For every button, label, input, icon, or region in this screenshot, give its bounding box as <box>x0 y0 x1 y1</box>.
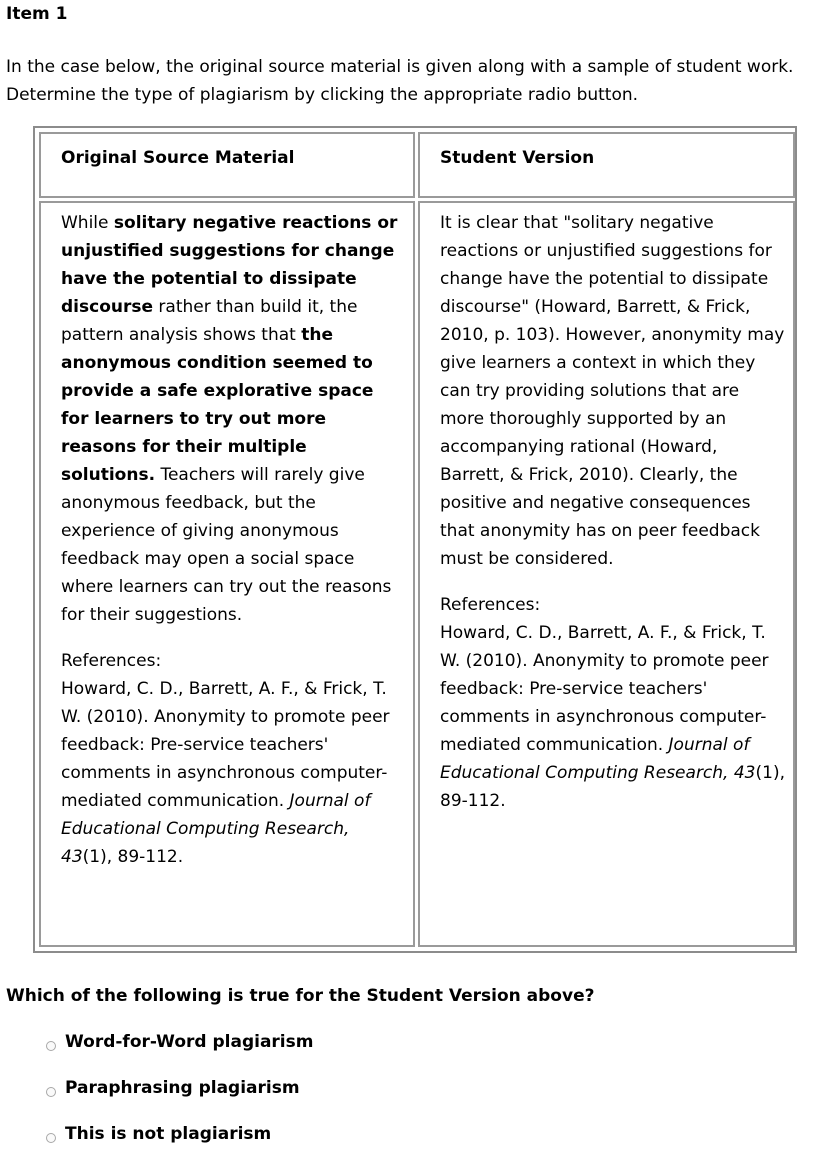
original-header-cell <box>39 132 415 198</box>
original-passage: While solitary negative reactions or unjustified suggestions for change have the potential to dissipate discourse rather than build it, the pattern analysis shows that the anonymous condition seemed to provide a safe explorative space for learners to try out more reasons for their multiple solutions. Teachers will rarely give anonymous feedback, but the experience of giving anonymous feedback may open a social space where learners can try out the reasons for their suggestions. <box>61 213 398 625</box>
student-header-cell <box>418 132 795 198</box>
student-header: Student Version <box>440 148 595 168</box>
item-title: Item 1 <box>6 4 68 24</box>
option-paraphrasing[interactable] <box>46 1074 300 1102</box>
original-references <box>61 647 405 871</box>
option-label[interactable]: Word-for-Word plagiarism <box>65 1032 314 1052</box>
reference-citation: Howard, C. D., Barrett, A. F., & Frick, T. W. (2010). Anonymity to promote peer feedback: Pre-service teachers' comments in asynchronous computer-mediated communication. Journal of Educational Computing Research, 43(1), 89-112. <box>440 623 785 811</box>
option-label[interactable]: Paraphrasing plagiarism <box>65 1078 300 1098</box>
references-label: References: <box>61 651 162 671</box>
option-word-for-word[interactable] <box>46 1028 313 1056</box>
references-label: References: <box>440 595 541 615</box>
instructions: In the case below, the original source material is given along with a sample of student work. Determine the type of plagiarism by clicking the appropriate radio button. <box>6 57 794 105</box>
radio-button[interactable] <box>46 1133 56 1143</box>
original-header: Original Source Material <box>61 148 295 168</box>
student-references <box>440 591 785 815</box>
original-text-cell <box>39 201 415 947</box>
radio-button[interactable] <box>46 1041 56 1051</box>
option-not-plagiarism[interactable] <box>46 1120 271 1148</box>
student-text-cell <box>418 201 795 947</box>
question-prompt: Which of the following is true for the Student Version above? <box>6 986 595 1006</box>
reference-citation: Howard, C. D., Barrett, A. F., & Frick, T. W. (2010). Anonymity to promote peer feedback: Pre-service teachers' comments in asynchronous computer-mediated communication. Journal of Educational Computing Research, 43(1), 89-112. <box>61 679 390 867</box>
student-passage: It is clear that "solitary negative reactions or unjustified suggestions for change have the potential to dissipate discourse" (Howard, Barrett, & Frick, 2010, p. 103). However, anonymity may give learners a context in which they can try providing solutions that are more thoroughly supported by an accompanying rational (Howard, Barrett, & Frick, 2010). Clearly, the positive and negative consequences that anonymity has on peer feedback must be considered. <box>440 213 785 569</box>
comparison-table <box>33 126 797 953</box>
radio-button[interactable] <box>46 1087 56 1097</box>
option-label[interactable]: This is not plagiarism <box>65 1124 272 1144</box>
